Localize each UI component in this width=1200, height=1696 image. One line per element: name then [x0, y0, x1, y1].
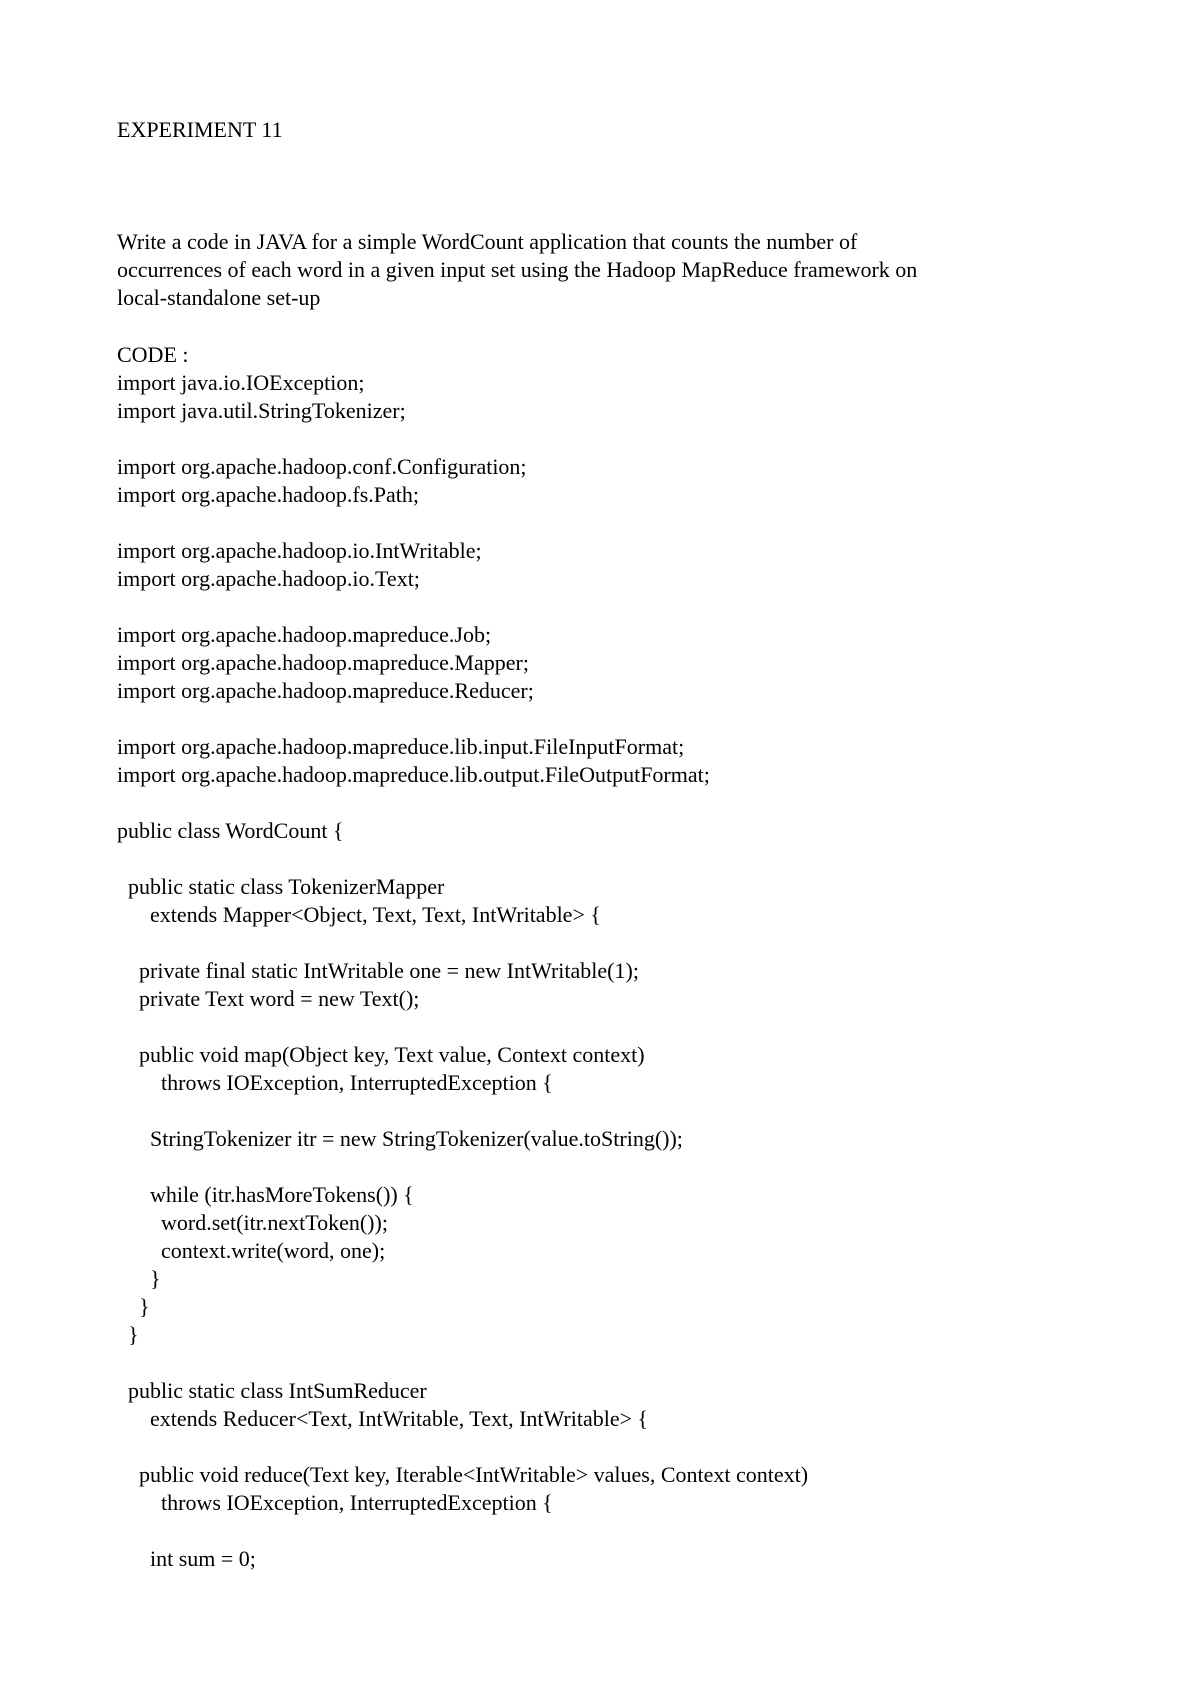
code-line: word.set(itr.nextToken());: [117, 1210, 388, 1235]
code-line: import org.apache.hadoop.mapreduce.Job;: [117, 622, 492, 647]
code-line: private final static IntWritable one = new IntWritable(1);: [117, 958, 639, 983]
code-line: import org.apache.hadoop.io.IntWritable;: [117, 538, 482, 563]
code-line: public void map(Object key, Text value, Context context): [117, 1042, 645, 1067]
code-line: throws IOException, InterruptedException {: [117, 1070, 553, 1095]
code-line: [117, 1097, 1117, 1125]
code-line: [117, 705, 1117, 733]
code-line: public static class TokenizerMapper: [117, 874, 445, 899]
code-line: }: [117, 1266, 161, 1291]
code-line: [117, 509, 1117, 537]
code-line: import org.apache.hadoop.mapreduce.Mapper;: [117, 650, 529, 675]
code-line: [117, 1153, 1117, 1181]
code-line: import org.apache.hadoop.mapreduce.lib.output.FileOutputFormat;: [117, 762, 710, 787]
code-line: import java.util.StringTokenizer;: [117, 398, 406, 423]
code-line: }: [117, 1322, 139, 1347]
code-line: public void reduce(Text key, Iterable<IntWritable> values, Context context): [117, 1462, 809, 1487]
code-line: [117, 845, 1117, 873]
code-line: int sum = 0;: [117, 1546, 256, 1571]
task-description: [117, 228, 1077, 312]
code-line: throws IOException, InterruptedException {: [117, 1490, 553, 1515]
code-line: private Text word = new Text();: [117, 986, 420, 1011]
code-line: import org.apache.hadoop.mapreduce.Reducer;: [117, 678, 534, 703]
code-line: [117, 425, 1117, 453]
code-line: }: [117, 1294, 150, 1319]
code-line: import org.apache.hadoop.io.Text;: [117, 566, 420, 591]
code-line: import java.io.IOException;: [117, 370, 365, 395]
code-line: import org.apache.hadoop.fs.Path;: [117, 482, 420, 507]
code-line: extends Mapper<Object, Text, Text, IntWritable> {: [117, 902, 601, 927]
code-line: context.write(word, one);: [117, 1238, 386, 1263]
code-line: [117, 1517, 1117, 1545]
code-line: StringTokenizer itr = new StringTokenizer(value.toString());: [117, 1126, 683, 1151]
description-line: occurrences of each word in a given input set using the Hadoop MapReduce framework on: [117, 257, 918, 282]
page-title: EXPERIMENT 11: [117, 117, 283, 142]
code-line: [117, 1349, 1117, 1377]
code-line: [117, 1013, 1117, 1041]
code-line: [117, 929, 1117, 957]
code-line: [117, 789, 1117, 817]
code-line: public static class IntSumReducer: [117, 1378, 427, 1403]
code-line: [117, 593, 1117, 621]
description-line: local-standalone set-up: [117, 285, 321, 310]
code-line: CODE :: [117, 342, 189, 367]
code-line: [117, 1433, 1117, 1461]
code-line: import org.apache.hadoop.mapreduce.lib.input.FileInputFormat;: [117, 734, 685, 759]
code-listing: [117, 341, 1117, 1573]
code-line: extends Reducer<Text, IntWritable, Text, IntWritable> {: [117, 1406, 649, 1431]
code-line: public class WordCount {: [117, 818, 344, 843]
code-line: while (itr.hasMoreTokens()) {: [117, 1182, 414, 1207]
description-line: Write a code in JAVA for a simple WordCount application that counts the number of: [117, 229, 858, 254]
code-line: import org.apache.hadoop.conf.Configuration;: [117, 454, 527, 479]
